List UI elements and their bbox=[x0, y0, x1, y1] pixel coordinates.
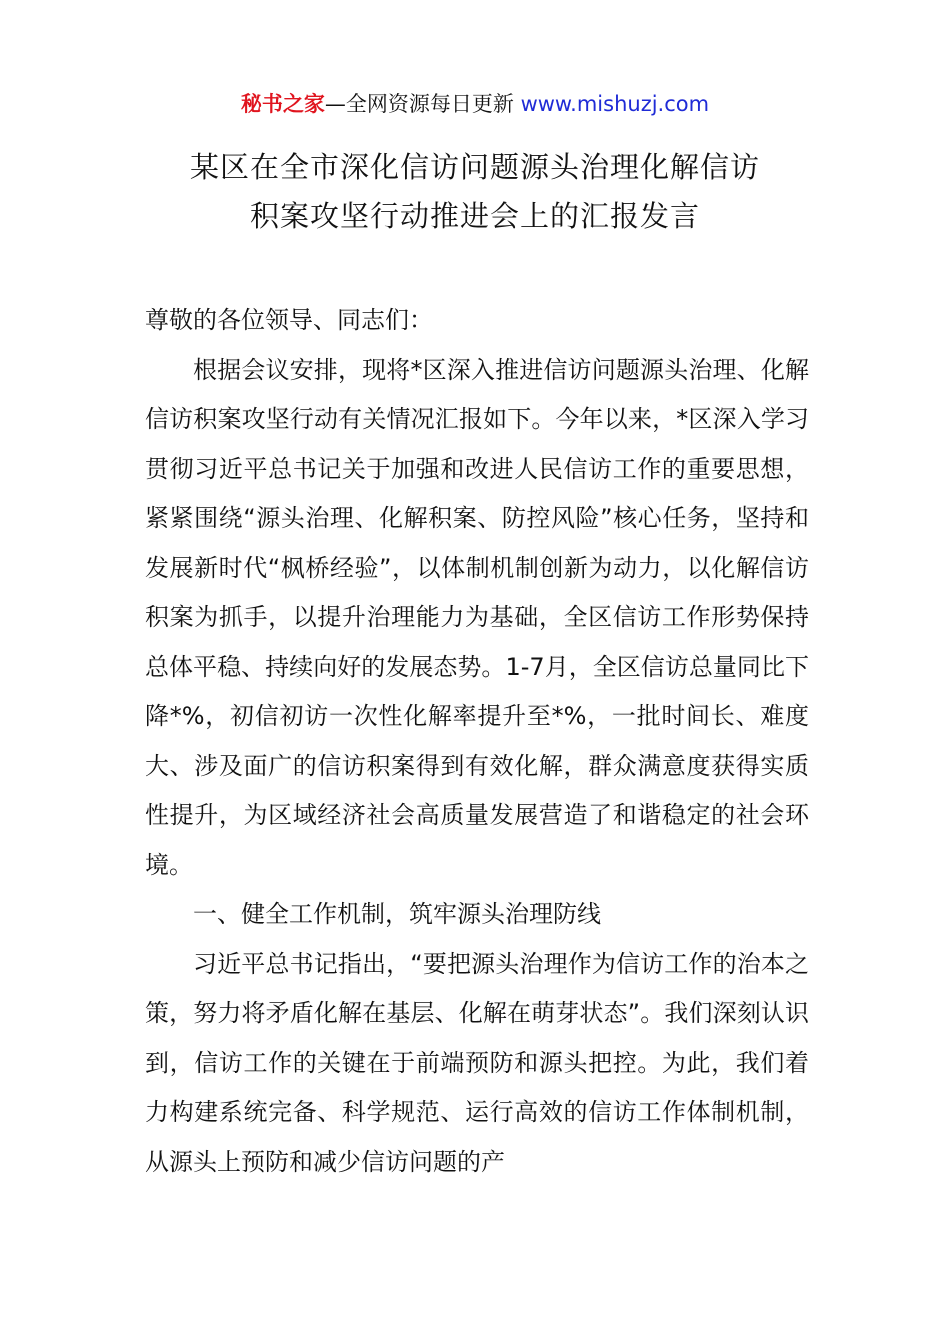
title-line-2: 积案攻坚行动推进会上的汇报发言 bbox=[249, 199, 700, 233]
site-header bbox=[0, 88, 950, 120]
header-tagline: —全网资源每日更新 bbox=[324, 92, 521, 116]
salutation: 尊敬的各位领导、同志们： bbox=[145, 306, 433, 334]
document-body bbox=[145, 296, 809, 1187]
section-heading-1: 一、健全工作机制，筑牢源头治理防线 bbox=[193, 900, 601, 928]
paragraph-section-1: 习近平总书记指出，“要把源头治理作为信访工作的治本之策，努力将矛盾化解在基层、化解在萌芽状态”。我们深刻认识到，信访工作的关键在于前端预防和源头把控。为此，我们着力构建系统完备、科学规范、运行高效的信访工作体制机制，从源头上预防和减少信访问题的产 bbox=[145, 949, 809, 1176]
title-line-1: 某区在全市深化信访问题源头治理化解信访 bbox=[189, 150, 760, 184]
brand-name[interactable]: 秘书之家 bbox=[240, 92, 325, 116]
document-title bbox=[0, 143, 950, 241]
site-url-link[interactable]: www.mishuzj.com bbox=[520, 92, 710, 116]
paragraph-intro: 根据会议安排，现将*区深入推进信访问题源头治理、化解信访积案攻坚行动有关情况汇报如下。今年以来，*区深入学习贯彻习近平总书记关于加强和改进人民信访工作的重要思想，紧紧围绕“源头治理、化解积案、防控风险”核心任务，坚持和发展新时代“枫桥经验”，以体制机制创新为动力，以化解信访积案为抓手，以提升治理能力为基础，全区信访工作形势保持总体平稳、持续向好的发展态势。1-7月，全区信访总量同比下降*%，初信初访一次性化解率提升至*%，一批时间长、难度大、涉及面广的信访积案得到有效化解，群众满意度获得实质性提升，为区域经济社会高质量发展营造了和谐稳定的社会环境。 bbox=[145, 355, 809, 879]
